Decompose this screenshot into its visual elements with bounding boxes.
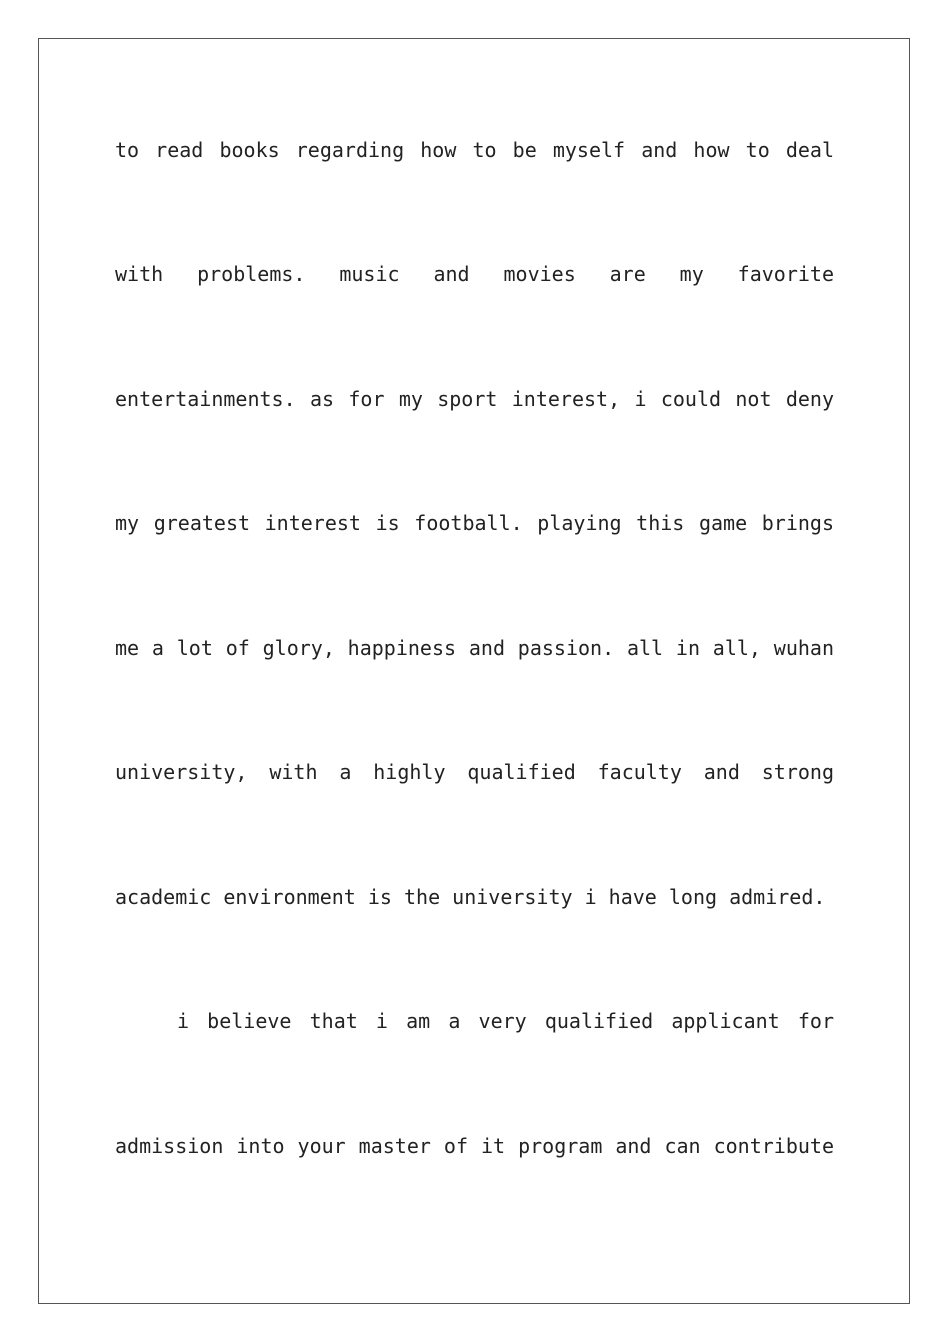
page-border <box>38 38 910 1304</box>
text-line-2: with problems. music and movies are my favorite <box>115 262 834 286</box>
text-line-7: academic environment is the university i have long admired. <box>115 885 826 909</box>
text-line-9: admission into your master of it program and can contribute <box>115 1134 834 1158</box>
text-line-4: my greatest interest is football. playing this game brings <box>115 511 834 535</box>
text-line-8: i believe that i am a very qualified applicant for <box>177 1009 834 1033</box>
text-line-5: me a lot of glory, happiness and passion. all in all, wuhan <box>115 636 834 660</box>
text-line-6: university, with a highly qualified faculty and strong <box>115 760 834 784</box>
text-line-3: entertainments. as for my sport interest, i could not deny <box>115 387 834 411</box>
text-line-1: to read books regarding how to be myself and how to deal <box>115 138 834 162</box>
